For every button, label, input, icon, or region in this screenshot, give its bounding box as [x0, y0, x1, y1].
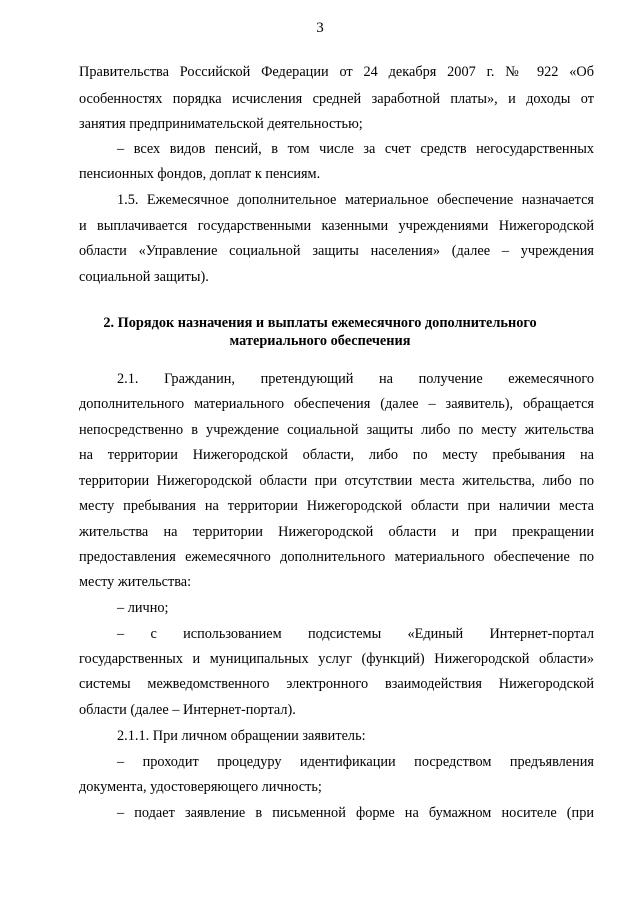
text-line: – с использованием подсистемы «Единый Интернет-портал [117, 626, 594, 642]
text-line: и выплачивается государственными казенными учреждениями Нижегородской [79, 218, 594, 234]
text-line: системы межведомственного электронного взаимодействия Нижегородской [79, 676, 594, 692]
page-number: 3 [316, 20, 324, 36]
text-line: на территории Нижегородской области, либо по месту пребывания на [79, 447, 594, 463]
text-line: непосредственно в учреждение социальной защиты либо по месту жительства [79, 422, 594, 438]
text-line: 1.5. Ежемесячное дополнительное материальное обеспечение назначается [117, 192, 594, 208]
section-heading: материального обеспечения [229, 333, 411, 349]
text-line: Правительства Российской Федерации от 24 декабря 2007 г. № 922 «Об [79, 64, 594, 80]
text-line: предоставления ежемесячного дополнительного материального обеспечение по [79, 549, 594, 565]
text-line: – лично; [117, 600, 169, 616]
text-line: – подает заявление в письменной форме на бумажном носителе (при [117, 805, 594, 821]
text-line: занятия предпринимательской деятельностью; [79, 116, 363, 132]
text-line: пенсионных фондов, доплат к пенсиям. [79, 166, 321, 182]
text-line: дополнительного материального обеспечения (далее – заявитель), обращается [79, 396, 594, 412]
text-line: жительства на территории Нижегородской области и при прекращении [79, 524, 594, 540]
text-line: области (далее – Интернет-портал). [79, 702, 296, 718]
text-line: области «Управление социальной защиты населения» (далее – учреждения [79, 243, 594, 259]
text-line: особенностях порядка исчисления средней заработной платы», и доходы от [79, 91, 594, 107]
text-line: месту пребывания на территории Нижегородской области при наличии места [79, 498, 594, 514]
text-line: территории Нижегородской области при отсутствии места жительства, либо по [79, 473, 594, 489]
text-line: социальной защиты). [79, 269, 209, 285]
text-line: – всех видов пенсий, в том числе за счет средств негосударственных [117, 141, 594, 157]
text-line: документа, удостоверяющего личность; [79, 779, 322, 795]
text-line: 2.1. Гражданин, претендующий на получение ежемесячного [117, 371, 594, 387]
text-line: 2.1.1. При личном обращении заявитель: [117, 728, 366, 744]
text-line: государственных и муниципальных услуг (функций) Нижегородской области» [79, 651, 594, 667]
text-line: месту жительства: [79, 574, 192, 590]
section-heading: 2. Порядок назначения и выплаты ежемесячного дополнительного [103, 315, 537, 331]
text-line: – проходит процедуру идентификации посредством предъявления [117, 754, 594, 770]
